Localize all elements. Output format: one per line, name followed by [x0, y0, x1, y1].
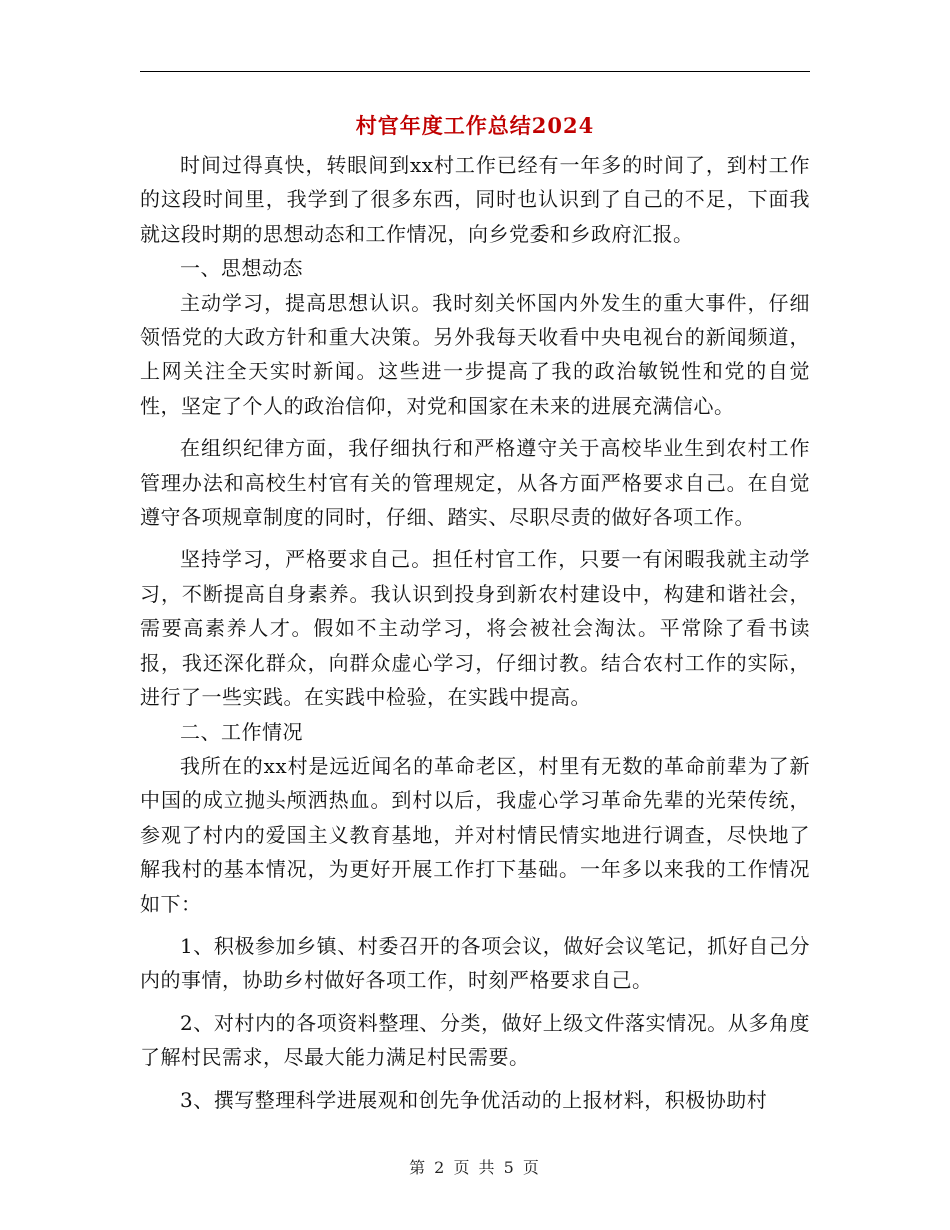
page-footer: 第 2 页 共 5 页 [409, 1158, 541, 1177]
list-item-1: 1、积极参加乡镇、村委召开的各项会议，做好会议笔记，抓好自己分内的事情，协助乡村做好各项工作，时刻严格要求自己。 [140, 933, 810, 993]
list-item-2: 2、对村内的各项资料整理、分类，做好上级文件落实情况。从多角度了解村民需求，尽最大能力满足村民需要。 [140, 1010, 810, 1070]
paragraph-intro: 时间过得真快，转眼间到xx村工作已经有一年多的时间了，到村工作的这段时间里，我学到了很多东西，同时也认识到了自己的不足，下面我就这段时期的思想动态和工作情况，向乡党委和乡政府汇报。 [140, 153, 810, 246]
document-body [140, 148, 810, 1117]
paragraph-village: 我所在的xx村是远近闻名的革命老区，村里有无数的革命前辈为了新中国的成立抛头颅洒热血。到村以后，我虚心学习革命先辈的光荣传统，参观了村内的爱国主义教育基地，并对村情民情实地进行调查，尽快地了解我村的基本情况，为更好开展工作打下基础。一年多以来我的工作情况如下： [140, 753, 810, 916]
paragraph-study: 主动学习，提高思想认识。我时刻关怀国内外发生的重大事件，仔细领悟党的大政方针和重大决策。另外我每天收看中央电视台的新闻频道，上网关注全天实时新闻。这些进一步提高了我的政治敏锐性和党的自觉性，坚定了个人的政治信仰，对党和国家在未来的进展充满信心。 [140, 290, 810, 418]
section-heading-thought: 一、思想动态 [180, 256, 303, 281]
list-item-3: 3、撰写整理科学进展观和创先争优活动的上报材料，积极协助村 [180, 1087, 768, 1112]
section-heading-work: 二、工作情况 [180, 719, 303, 744]
paragraph-discipline: 在组织纪律方面，我仔细执行和严格遵守关于高校毕业生到农村工作管理办法和高校生村官有关的管理规定，从各方面严格要求自己。在自觉遵守各项规章制度的同时，仔细、踏实、尽职尽责的做好各项工作。 [140, 436, 810, 530]
document-title: 村官年度工作总结2024 [355, 113, 595, 138]
paragraph-learning: 坚持学习，严格要求自己。担任村官工作，只要一有闲暇我就主动学习，不断提高自身素养。我认识到投身到新农村建设中，构建和谐社会，需要高素养人才。假如不主动学习，将会被社会淘汰。平常除了看书读报，我还深化群众，向群众虚心学习，仔细讨教。结合农村工作的实际，进行了一些实践。在实践中检验，在实践中提高。 [140, 547, 810, 710]
header-rule [140, 71, 810, 72]
